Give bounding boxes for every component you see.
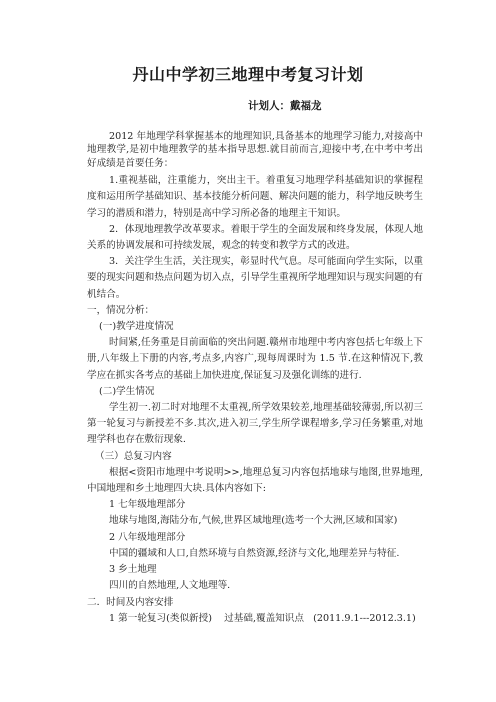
review-content-paragraph: 根据<资阳市地理中考说明>>,地理总复习内容包括地球与地图,世界地理,中国地理和乡土地理四大块.具体内容如下: <box>87 466 423 495</box>
students-paragraph: 学生初一.初二时对地理不太重视,所学效果较差,地理基础较薄弱,所以初三第一轮复习与新授差不多.其次,进入初三,学生所学课程增多,学习任务繁重,对地理学科也存在敷衍现象. <box>87 402 423 446</box>
author-line: 计划人：戴福龙 <box>248 100 322 112</box>
list-item-grade8: 2 八年级地理部分 <box>109 531 186 543</box>
section-heading-situation: 一，情况分析： <box>87 304 155 316</box>
goal-paragraph-3: 3．关注学生生活，关注现实，彰显时代气息。尽可能面向学生实际，以重要的现实问题和热点问题为切入点，引导学生重视所学地理知识与现实问题的有机结合。 <box>87 256 423 300</box>
goal-paragraph-1: 1.重视基础，注重能力，突出主干。着重复习地理学科基础知识的掌握程度和运用所学基础知识、基本技能分析问题、解决问题的能力，科学地反映考生学习的潜质和潜力，特别是高中学习所必备的地理主干知识。 <box>87 175 423 219</box>
goal-paragraph-2: 2．体现地理教学改革要求。着眼于学生的全面发展和终身发展，体现人地关系的协调发展和可持续发展，观念的转变和教学方式的改进。 <box>87 223 423 252</box>
subheading-students: (二)学生情况 <box>99 385 155 397</box>
document-body <box>87 130 423 627</box>
document-title: 丹山中学初三地理中考复习计划 <box>132 65 364 84</box>
intro-paragraph: 2012 年地理学科掌握基本的地理知识,具备基本的地理学习能力,对接高中地理教学,是初中地理教学的基本指导思想.就目前而言,迎接中考,在中考中考出好成绩是首要任务： <box>87 131 423 169</box>
local-content: 四川的自然地理,人文地理等. <box>109 580 231 592</box>
subheading-progress: (一)教学进度情况 <box>99 321 174 333</box>
list-item-grade7: 1 七年级地理部分 <box>109 499 186 511</box>
progress-paragraph: 时间紧,任务重是目前面临的突出问题.赣州市地理中考内容包括七年级上下册,八年级上下册的内容,考点多,内容广,现每周课时为 1.5 节.在这种情况下,教学应在抓实各考点的基础上加快进度,保证复习及强化训练的进行. <box>87 337 423 381</box>
schedule-item-1: 1 第一轮复习(类似新授) 过基础,覆盖知识点 (2011.9.1---2012.3.1) <box>109 612 416 624</box>
section-heading-schedule: 二．时间及内容安排 <box>87 596 174 608</box>
grade7-content: 地球与地图,海陆分布,气候,世界区域地理(选考一个大洲,区域和国家) <box>109 515 398 527</box>
list-item-local: 3 乡土地理 <box>109 564 157 576</box>
subheading-review-content: （三）总复习内容 <box>95 450 172 462</box>
grade8-content: 中国的疆域和人口,自然环境与自然资源,经济与文化,地理差异与特征. <box>109 547 400 559</box>
